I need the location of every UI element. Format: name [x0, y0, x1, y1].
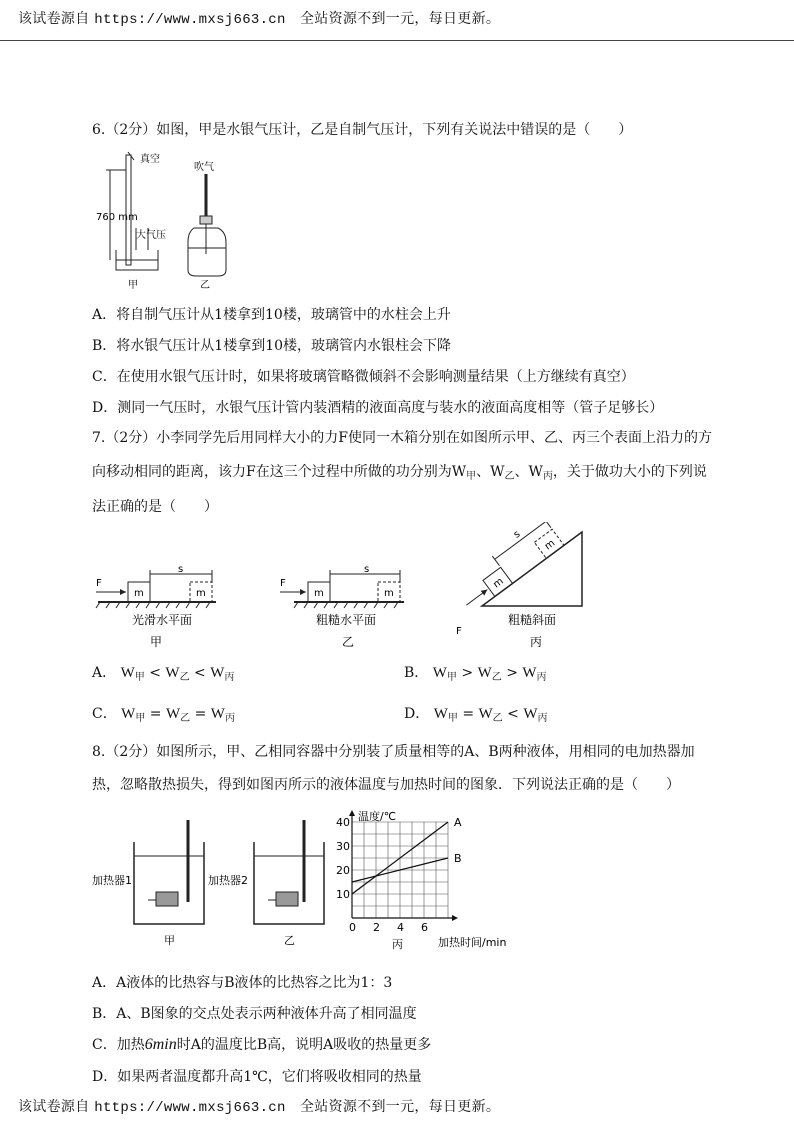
header-prefix: 该试卷源自 — [18, 11, 90, 27]
q6-option-c[interactable]: C．在使用水银气压计时，如果将玻璃管略微倾斜不会影响测量结果（上方继续有真空） — [92, 369, 635, 385]
q6-option-d[interactable]: D．测同一气压时，水银气压计管内装酒精的液面高度与装水的液面高度相等（管子足够长） — [92, 400, 664, 416]
y-tick-label: 30 — [336, 840, 350, 853]
svg-text:m: m — [491, 575, 506, 591]
svg-text:加热器1: 加热器1 — [92, 874, 132, 887]
x-axis-arrow — [452, 915, 458, 921]
q7-stem-line1: 7.（2分）小李同学先后用同样大小的力F使同一木箱分别在如图所示甲、乙、丙三个表面上沿力的方 — [92, 430, 712, 446]
svg-text:F: F — [96, 578, 102, 589]
svg-text:m: m — [196, 588, 206, 599]
y-axis-label: 温度/℃ — [358, 810, 397, 823]
svg-text:m: m — [314, 588, 324, 599]
page-footer — [18, 1096, 500, 1116]
q6-height-label: 760 mm — [96, 212, 138, 223]
svg-text:s: s — [511, 528, 523, 541]
y-tick-label: 10 — [336, 888, 350, 901]
svg-text:s: s — [178, 564, 184, 575]
svg-text:s: s — [364, 564, 370, 575]
q7-stem-line2: 向移动相同的距离，该力F在这三个过程中所做的功分别为$W_甲$、$W_乙$、$W_丙$，关于做功大小的下列说 — [92, 464, 707, 482]
q6-stem: 6.（2分）如图，甲是水银气压计，乙是自制气压计，下列有关说法中错误的是（ ） — [92, 122, 633, 138]
q8-chart — [330, 806, 530, 956]
x-tick-label: 2 — [373, 921, 380, 934]
q8-option-b[interactable]: B．A、B图象的交点处表示两种液体升高了相同温度 — [92, 1006, 417, 1022]
q8-bing-label: 丙 — [392, 938, 403, 951]
q6-jia-label: 甲 — [128, 280, 138, 290]
q7-option-a[interactable]: A． $W_甲 < W_乙 < W_丙$ — [92, 665, 235, 683]
q8-option-c[interactable]: C．加热6min时A的温度比B高，说明A吸收的热量更多 — [92, 1036, 432, 1053]
x-tick-label: 0 — [349, 921, 356, 934]
svg-text:m: m — [542, 537, 558, 553]
svg-text:粗糙水平面: 粗糙水平面 — [316, 613, 377, 627]
series-label-B: B — [454, 852, 462, 865]
svg-text:乙: 乙 — [284, 934, 295, 947]
q8-stem-line1: 8.（2分）如图所示，甲、乙相同容器中分别装了质量相等的A、B两种液体，用相同的电加热器加 — [92, 744, 695, 760]
svg-text:F: F — [280, 578, 286, 589]
q7-option-b[interactable]: B． $W_甲 > W_乙 > W_丙$ — [404, 665, 547, 683]
page-header — [18, 8, 500, 28]
x-tick-label: 4 — [397, 921, 404, 934]
q6-option-a[interactable]: A．将自制气压计从1楼拿到10楼，玻璃管中的水柱会上升 — [92, 307, 451, 323]
x-tick-label: 6 — [421, 921, 428, 934]
q6-figure — [96, 150, 266, 290]
header-rule — [0, 40, 794, 41]
svg-text:m: m — [384, 588, 394, 599]
svg-text:乙: 乙 — [342, 635, 355, 649]
footer-url[interactable]: https://www.mxsj663.cn — [94, 1100, 286, 1116]
q7-figure — [92, 522, 612, 652]
svg-text:m: m — [134, 588, 144, 599]
q7-fig-jia — [96, 564, 216, 649]
q8-option-d[interactable]: D．如果两者温度都升高1℃，它们将吸收相同的热量 — [92, 1069, 422, 1085]
q8-stem-line2: 热，忽略散热损失，得到如图丙所示的液体温度与加热时间的图象．下列说法正确的是（ ） — [92, 777, 680, 793]
svg-text:粗糙斜面: 粗糙斜面 — [508, 613, 557, 627]
x-axis-label: 加热时间/min — [438, 936, 507, 949]
footer-prefix: 该试卷源自 — [18, 1099, 90, 1115]
q6-vacuum-label: 真空 — [140, 154, 160, 165]
q6-blow-label: 吹气 — [194, 162, 214, 173]
q8-beaker-jia — [92, 820, 204, 947]
header-slogan: 全站资源不到一元，每日更新。 — [299, 11, 501, 27]
svg-text:加热器2: 加热器2 — [208, 874, 248, 887]
svg-text:丙: 丙 — [530, 635, 543, 649]
series-label-A: A — [454, 816, 462, 829]
q8-option-a[interactable]: A．A液体的比热容与B液体的比热容之比为1：3 — [92, 975, 393, 991]
y-tick-label: 40 — [336, 816, 350, 829]
q7-stem-line3: 法正确的是（ ） — [92, 499, 218, 515]
q7-fig-yi — [280, 564, 404, 649]
q7-option-d[interactable]: D． $W_甲 = W_乙 < W_丙$ — [404, 706, 548, 724]
q7-fig-bing — [447, 522, 582, 649]
svg-text:F: F — [456, 626, 462, 637]
q8-beakers-figure — [92, 812, 332, 952]
q6-yi-label: 乙 — [200, 280, 210, 290]
header-url[interactable]: https://www.mxsj663.cn — [94, 12, 286, 28]
footer-slogan: 全站资源不到一元，每日更新。 — [299, 1099, 501, 1115]
svg-text:光滑水平面: 光滑水平面 — [132, 613, 193, 627]
svg-text:甲: 甲 — [150, 635, 163, 649]
q6-option-b[interactable]: B．将水银气压计从1楼拿到10楼，玻璃管内水银柱会下降 — [92, 338, 452, 354]
svg-text:甲: 甲 — [164, 934, 175, 947]
q6-atm-label: 大气压 — [136, 230, 166, 241]
q7-option-c[interactable]: C． $W_甲 = W_乙 = W_丙$ — [92, 706, 235, 724]
y-tick-label: 20 — [336, 864, 350, 877]
q8-beaker-yi — [208, 820, 324, 947]
